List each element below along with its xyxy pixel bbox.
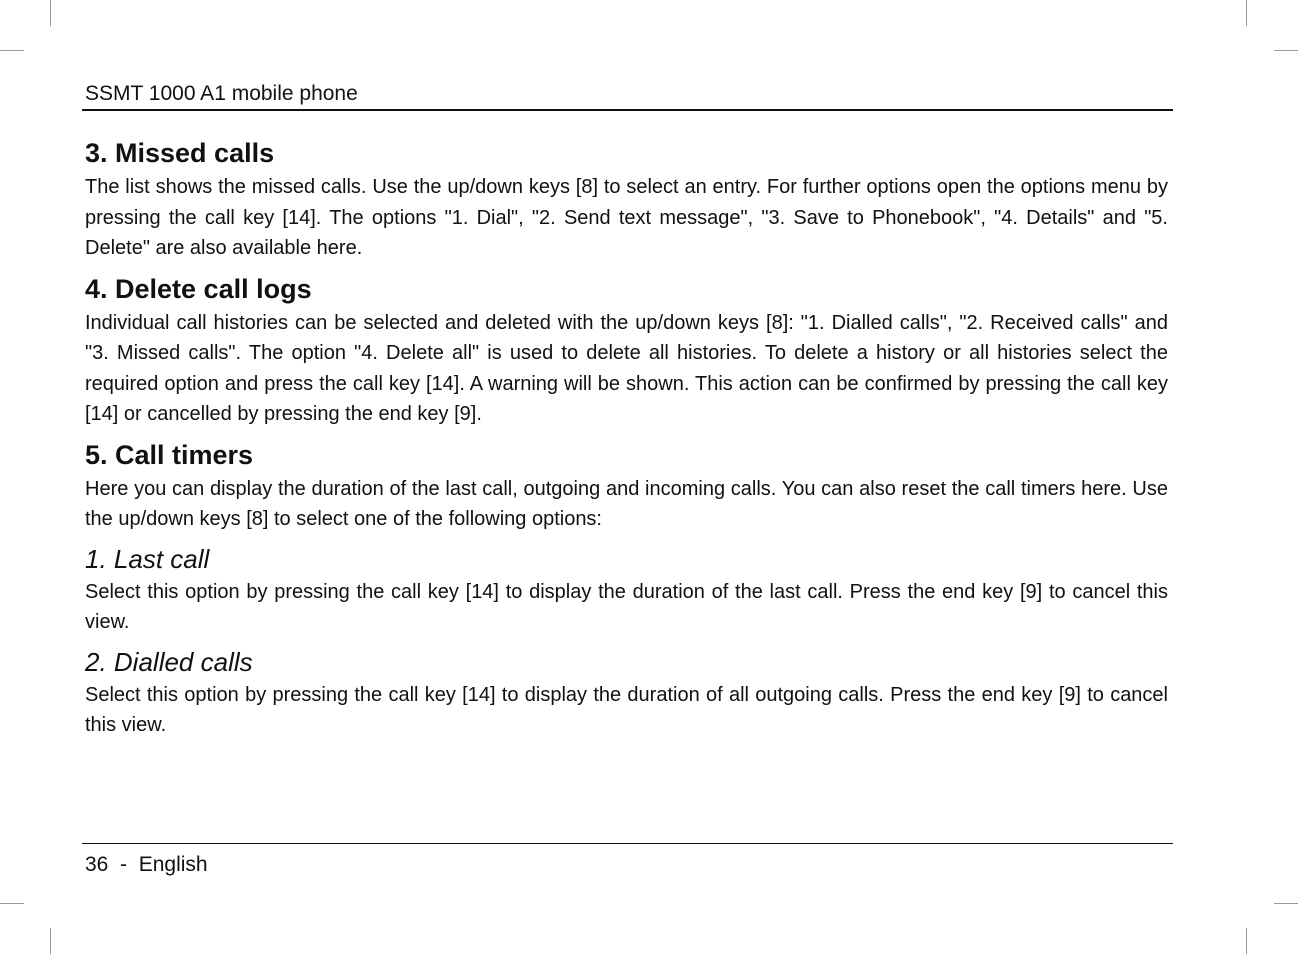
crop-mark (0, 50, 24, 51)
section-body: Here you can display the duration of the last call, outgoing and incoming calls. You can also reset the call timers here. Use the up/down keys [8] to select one of the following options: (85, 477, 1168, 530)
crop-mark (1274, 50, 1298, 51)
section-delete-call-logs (85, 270, 1168, 430)
footer-language: English (138, 853, 208, 876)
subsection-last-call (85, 541, 1168, 638)
page-number: 36 (85, 853, 109, 876)
section-body: The list shows the missed calls. Use the up/down keys [8] to select an entry. For further options open the options menu by pressing the call key [14]. The options "1. Dial", "2. Send text message", "3. Save to Phonebook", "4. Details" and "5. Delete" are also available here. (85, 176, 1168, 259)
subsection-body: Select this option by pressing the call key [14] to display the duration of the last call. Press the end key [9] to cancel this view. (85, 580, 1168, 633)
section-body: Individual call histories can be selected and deleted with the up/down keys [8]: "1. Dialled calls", "2. Received calls" and "3. Missed calls". The option "4. Delete all" is used to delete all histories. To delete a history or all histories select the required option and press the call key [14]. A warning will be shown. This action can be confirmed by pressing the call key [14] or cancelled by pressing the end key [9]. (85, 311, 1168, 425)
crop-mark (1246, 928, 1247, 954)
running-header: SSMT 1000 A1 mobile phone (85, 82, 358, 105)
footer-rule (82, 843, 1173, 844)
section-call-timers (85, 436, 1168, 535)
subsection-body: Select this option by pressing the call key [14] to display the duration of all outgoing calls. Press the end key [9] to cancel this view. (85, 683, 1168, 736)
subsection-heading: 2. Dialled calls (85, 646, 253, 677)
page-content (85, 134, 1168, 747)
section-missed-calls (85, 134, 1168, 264)
subsection-dialled-calls (85, 644, 1168, 741)
footer-separator: - (120, 853, 128, 876)
crop-mark (50, 928, 51, 954)
crop-mark (1246, 0, 1247, 26)
crop-mark (1274, 903, 1298, 904)
crop-mark (0, 903, 24, 904)
crop-mark (50, 0, 51, 26)
section-heading: 4. Delete call logs (85, 273, 312, 304)
page-footer (85, 851, 208, 879)
subsection-heading: 1. Last call (85, 543, 210, 574)
header-rule (82, 109, 1173, 111)
section-heading: 3. Missed calls (85, 138, 275, 168)
section-heading: 5. Call timers (85, 439, 254, 470)
